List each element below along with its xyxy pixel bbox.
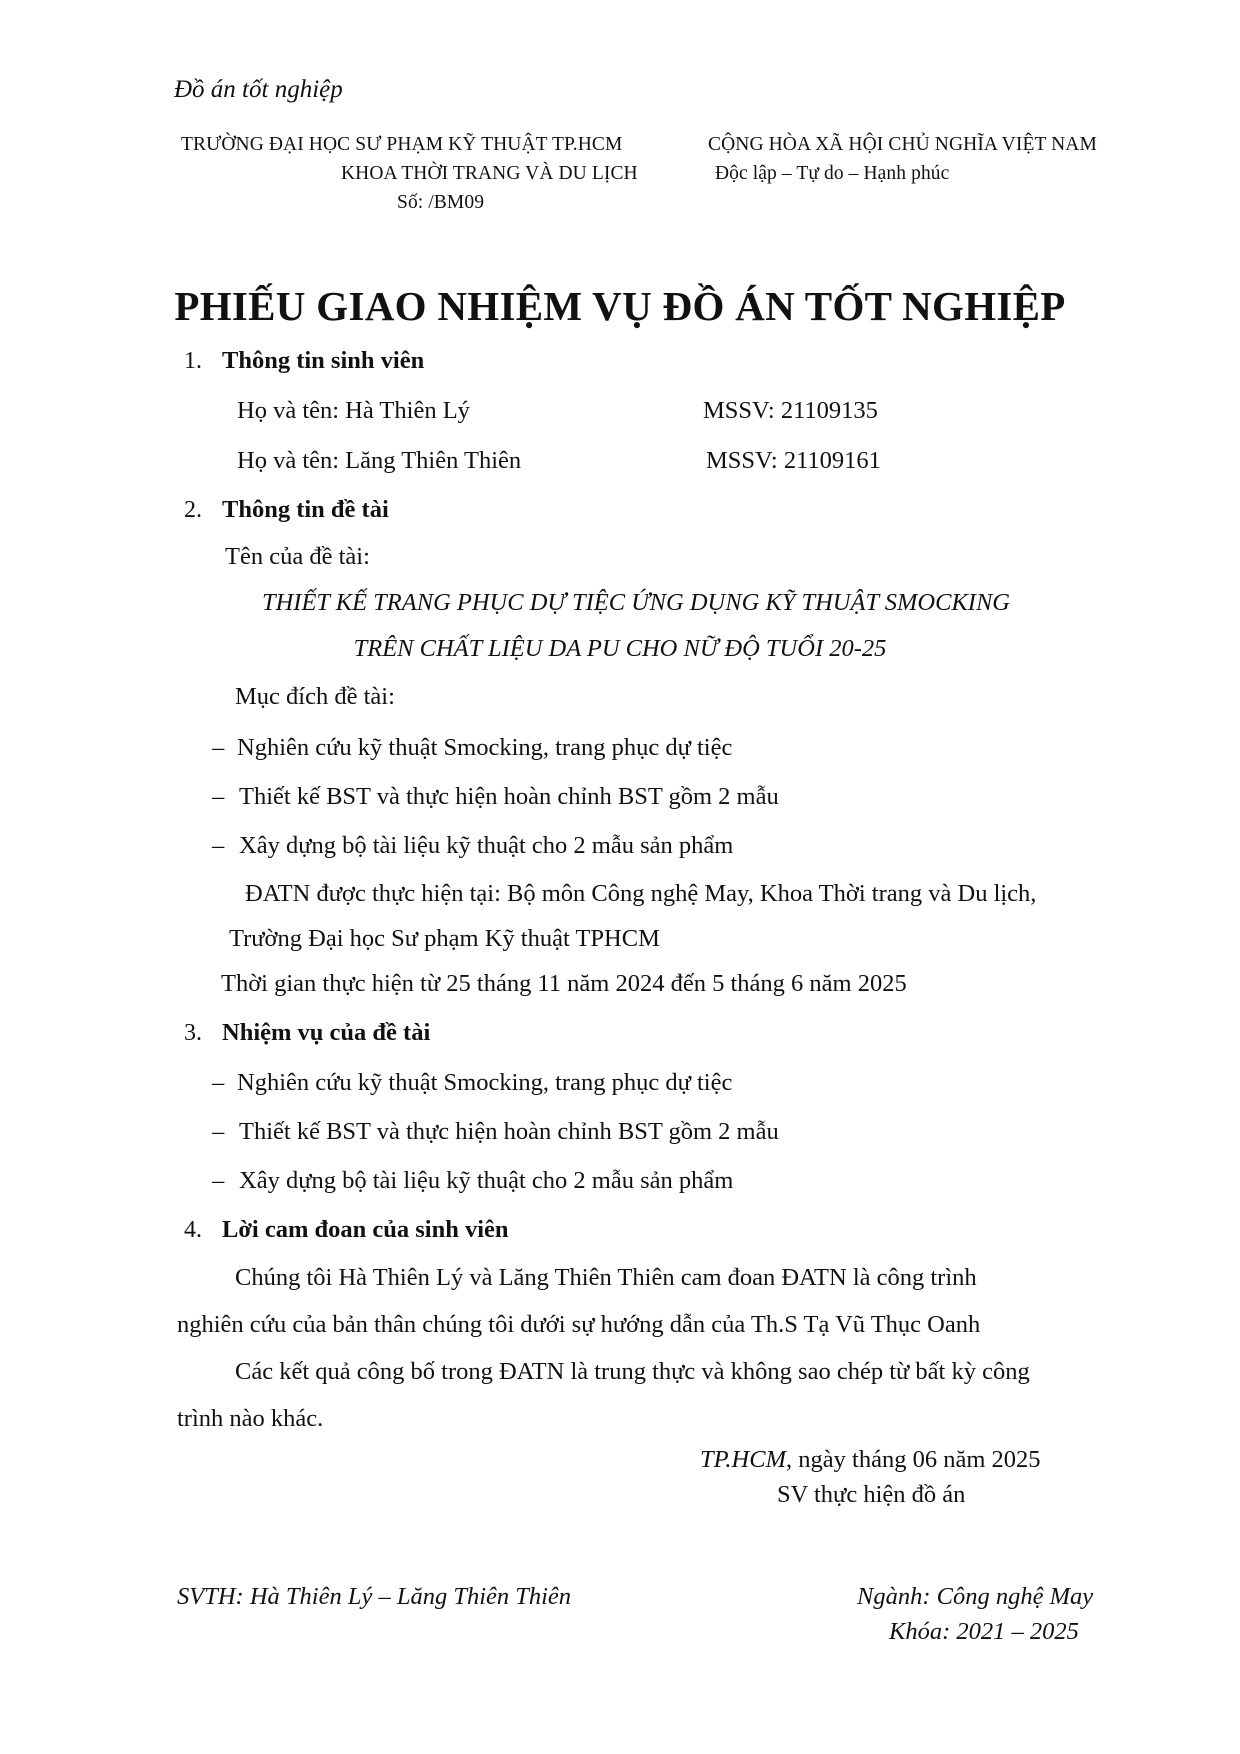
place-line-1: ĐATN được thực hiện tại: Bộ môn Công nghệ May, Khoa Thời trang và Du lịch, [245, 880, 1037, 907]
purpose-item: Thiết kế BST và thực hiện hoàn chỉnh BST gồm 2 mẫu [239, 783, 779, 810]
list-dash: – [212, 783, 225, 810]
purpose-item: Xây dựng bộ tài liệu kỹ thuật cho 2 mẫu sản phẩm [239, 832, 734, 859]
section-4-title: Lời cam đoan của sinh viên [222, 1216, 509, 1243]
section-2-title: Thông tin đề tài [222, 496, 389, 523]
purpose-item: Nghiên cứu kỹ thuật Smocking, trang phục dự tiệc [237, 734, 733, 761]
place-line-2: Trường Đại học Sư phạm Kỹ thuật TPHCM [229, 925, 660, 952]
student-2-id: MSSV: 21109161 [706, 447, 881, 474]
section-3-title: Nhiệm vụ của đề tài [222, 1019, 431, 1046]
list-dash: – [212, 734, 225, 761]
signature-role: SV thực hiện đồ án [777, 1481, 966, 1508]
declaration-line-3: Các kết quả công bố trong ĐATN là trung thực và không sao chép từ bất kỳ công [235, 1358, 1030, 1385]
student-1-name: Họ và tên: Hà Thiên Lý [237, 397, 470, 424]
section-3-number: 3. [184, 1020, 202, 1046]
section-4-number: 4. [184, 1217, 202, 1243]
declaration-line-2: nghiên cứu của bản thân chúng tôi dưới sự hướng dẫn của Th.S Tạ Vũ Thục Oanh [177, 1311, 981, 1338]
topic-title-line-1: THIẾT KẾ TRANG PHỤC DỰ TIỆC ỨNG DỤNG KỸ THUẬT SMOCKING [261, 589, 1010, 616]
running-header: Đồ án tốt nghiệp [174, 76, 343, 103]
student-2-name: Họ và tên: Lăng Thiên Thiên [237, 447, 522, 474]
signature-date [700, 1446, 1041, 1474]
list-dash: – [212, 1069, 225, 1096]
list-dash: – [212, 1118, 225, 1145]
section-2-number: 2. [184, 497, 202, 523]
declaration-line-1: Chúng tôi Hà Thiên Lý và Lăng Thiên Thiên cam đoan ĐATN là công trình [235, 1264, 977, 1291]
time-range: Thời gian thực hiện từ 25 tháng 11 năm 2024 đến 5 tháng 6 năm 2025 [221, 970, 907, 997]
footer-major: Ngành: Công nghệ May [857, 1583, 1094, 1610]
list-dash: – [212, 832, 225, 859]
section-1-title: Thông tin sinh viên [222, 347, 425, 374]
declaration-line-4: trình nào khác. [177, 1405, 324, 1432]
task-item: Nghiên cứu kỹ thuật Smocking, trang phục dự tiệc [237, 1069, 733, 1096]
motto: Độc lập – Tự do – Hạnh phúc [715, 163, 950, 184]
country-name: CỘNG HÒA XÃ HỘI CHỦ NGHĨA VIỆT NAM [708, 134, 1097, 155]
faculty-name: KHOA THỜI TRANG VÀ DU LỊCH [341, 163, 638, 184]
signature-place: TP.HCM [700, 1446, 787, 1473]
purpose-label: Mục đích đề tài: [235, 683, 395, 710]
page-title: PHIẾU GIAO NHIỆM VỤ ĐỒ ÁN TỐT NGHIỆP [174, 283, 1066, 329]
document-number: Số: /BM09 [397, 192, 485, 213]
signature-date-text: , ngày tháng 06 năm 2025 [786, 1446, 1041, 1473]
task-item: Thiết kế BST và thực hiện hoàn chỉnh BST gồm 2 mẫu [239, 1118, 779, 1145]
school-name: TRƯỜNG ĐẠI HỌC SƯ PHẠM KỸ THUẬT TP.HCM [181, 134, 623, 155]
footer-course: Khóa: 2021 – 2025 [889, 1618, 1079, 1645]
topic-title-line-2: TRÊN CHẤT LIỆU DA PU CHO NỮ ĐỘ TUỔI 20-25 [353, 635, 887, 662]
topic-label: Tên của đề tài: [225, 543, 370, 570]
student-1-id: MSSV: 21109135 [703, 397, 878, 424]
task-item: Xây dựng bộ tài liệu kỹ thuật cho 2 mẫu sản phẩm [239, 1167, 734, 1194]
footer-students: SVTH: Hà Thiên Lý – Lăng Thiên Thiên [177, 1583, 572, 1610]
section-1-number: 1. [184, 348, 202, 374]
list-dash: – [212, 1167, 225, 1194]
